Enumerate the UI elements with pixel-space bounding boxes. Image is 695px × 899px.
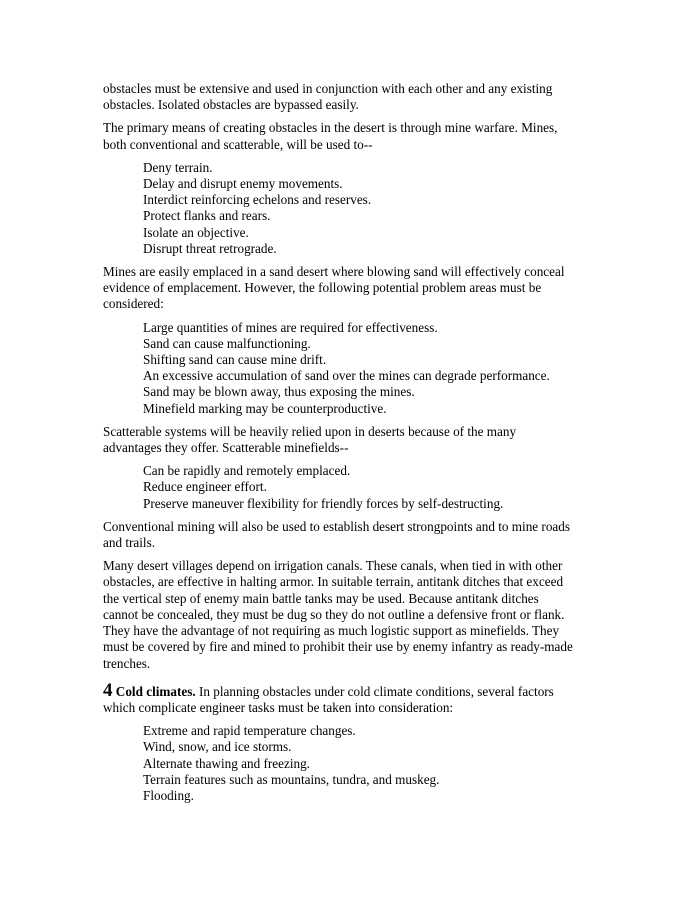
list-item: Flooding. [143, 787, 194, 803]
paragraph-scatterable: Scatterable systems will be heavily relied upon in deserts because of the many advantages they offer. Scatterable minefields-- [103, 423, 517, 456]
paragraph-conventional-mining: Conventional mining will also be used to establish desert strongpoints and to mine roads and trails. [103, 518, 570, 551]
list-item: Terrain features such as mountains, tundra, and muskeg. [143, 771, 440, 787]
section-cold-climates [103, 679, 573, 716]
paragraph-irrigation-canals: Many desert villages depend on irrigation canals. These canals, when tied in with other obstacles, are effective in halting armor. In suitable terrain, antitank ditches that exceed the vertical step of enemy main battle tanks may be used. Because antitank ditches cannot be concealed, they must be dug so they do not outline a defensive front or flank. They have the advantage of not requiring as much logistic support as minefields. They must be covered by fire and mined to prohibit their use by enemy infantry as ready-made trenches. [103, 558, 573, 671]
list-item: Large quantities of mines are required for effectiveness. [143, 319, 438, 335]
problem-areas-list [143, 320, 573, 417]
section-text: In planning obstacles under cold climate conditions, several factors which complicate engineer tasks must be taken into consideration: [103, 683, 554, 715]
list-item: Deny terrain. [143, 159, 213, 175]
paragraph-obstacles-intro: obstacles must be extensive and used in conjunction with each other and any existing obstacles. Isolated obstacles are bypassed easily. [103, 81, 553, 113]
document-page [103, 81, 573, 811]
cold-climate-factors-list [143, 723, 573, 804]
list-item: Minefield marking may be counterproductive. [143, 400, 387, 416]
list-item: Delay and disrupt enemy movements. [143, 176, 343, 192]
list-item: Reduce engineer effort. [143, 479, 267, 495]
list-item: Sand can cause malfunctioning. [143, 335, 311, 351]
list-item: Extreme and rapid temperature changes. [143, 723, 356, 739]
list-item: Can be rapidly and remotely emplaced. [143, 463, 351, 479]
list-item: Wind, snow, and ice storms. [143, 739, 292, 755]
paragraph-mine-warfare: The primary means of creating obstacles in the desert is through mine warfare. Mines, both conventional and scatterable, will be used to-- [103, 120, 558, 152]
list-item: Sand may be blown away, thus exposing the mines. [143, 384, 415, 400]
list-item: Interdict reinforcing echelons and reserves. [143, 192, 372, 208]
list-item: An excessive accumulation of sand over the mines can degrade performance. [143, 368, 550, 384]
scatterable-benefits-list [143, 463, 573, 512]
list-item: Isolate an objective. [143, 224, 249, 240]
section-title: Cold climates. [115, 683, 196, 699]
list-item: Alternate thawing and freezing. [143, 755, 310, 771]
mine-uses-list [143, 160, 573, 257]
list-item: Protect flanks and rears. [143, 208, 271, 224]
section-number: 4 [103, 679, 113, 701]
list-item: Shifting sand can cause mine drift. [143, 352, 327, 368]
list-item: Disrupt threat retrograde. [143, 240, 277, 256]
paragraph-sand-desert: Mines are easily emplaced in a sand desert where blowing sand will effectively conceal evidence of emplacement. However, the following potential problem areas must be considered: [103, 264, 565, 312]
list-item: Preserve maneuver flexibility for friendly forces by self-destructing. [143, 495, 504, 511]
